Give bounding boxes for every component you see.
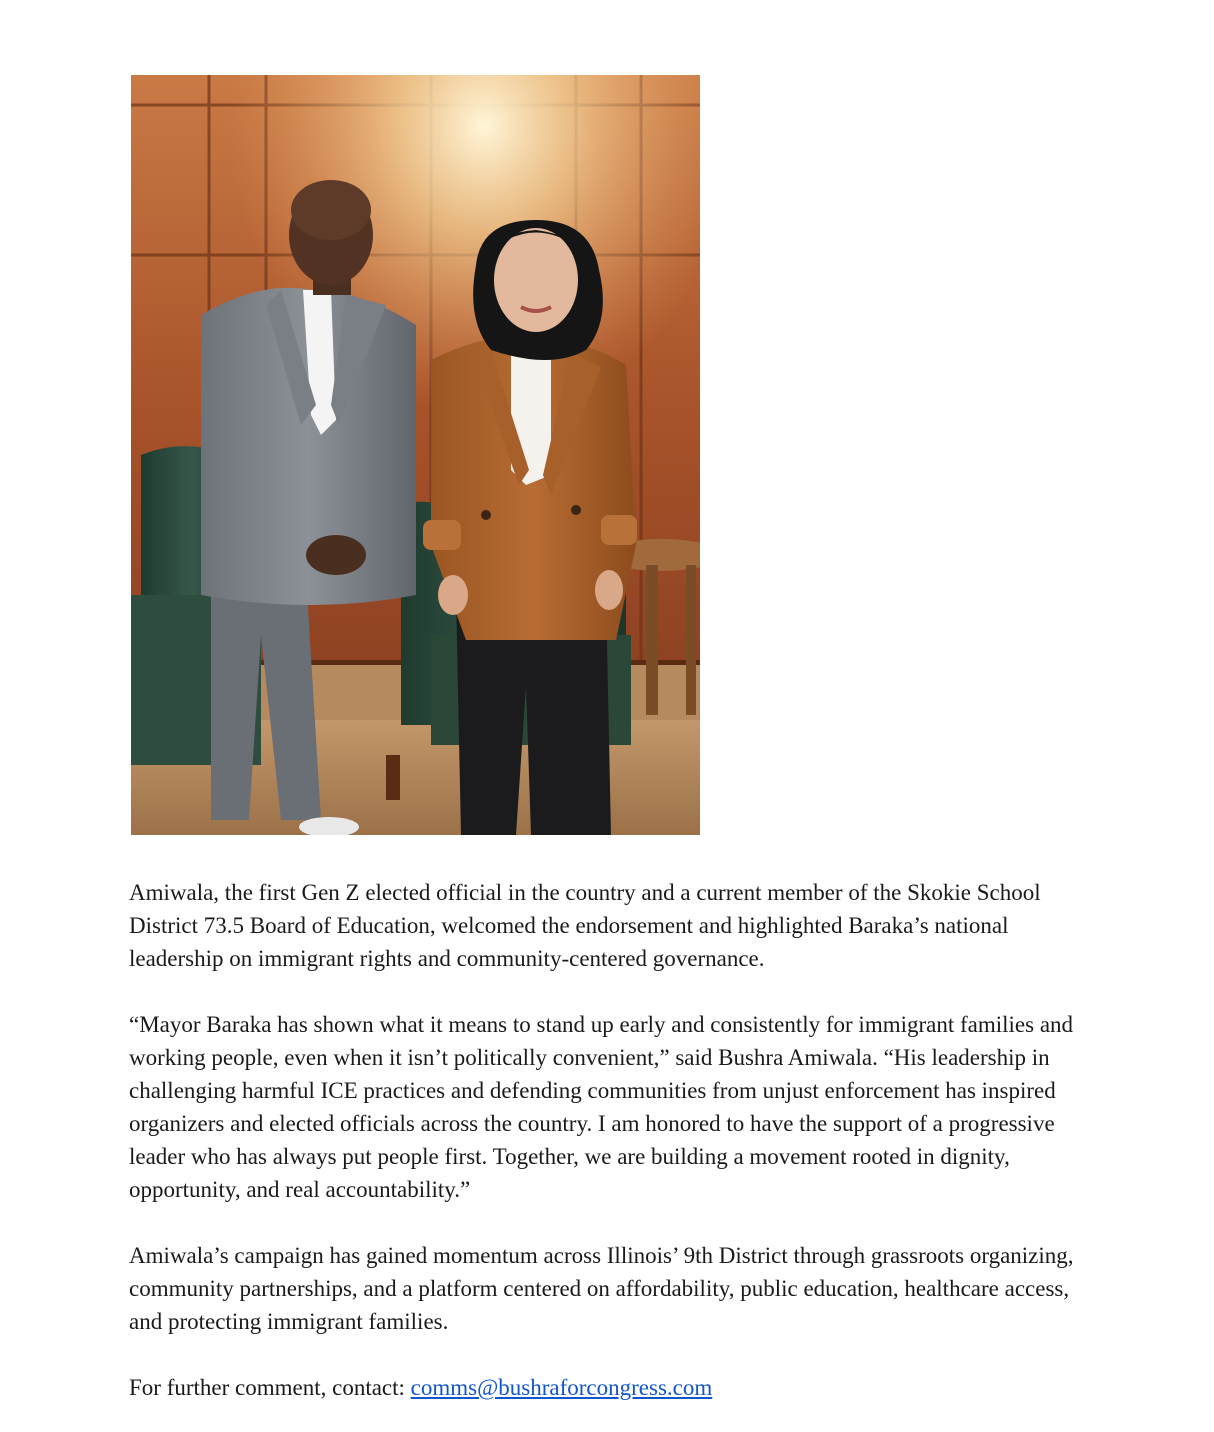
contact-prefix: For further comment, contact: (129, 1375, 411, 1400)
paragraph-endorsement: Amiwala, the first Gen Z elected official in the country and a current member of the Skokie School District 73.5 Board of Education, welcomed the endorsement and highlighted Baraka’s national leadership on immigrant rights and community-centered governance. (129, 880, 1041, 971)
article-body (129, 876, 1089, 1432)
contact-line (129, 1371, 1089, 1404)
paragraph-quote: “Mayor Baraka has shown what it means to stand up early and consistently for immigrant families and working people, even when it isn’t politically convenient,” said Bushra Amiwala. “His leadership in challenging harmful ICE practices and defending communities from unjust enforcement has inspired organizers and elected officials across the country. I am honored to have the support of a progressive leader who has always put people first. Together, we are building a movement rooted in dignity, opportunity, and real accountability.” (129, 1012, 1074, 1202)
paragraph-campaign: Amiwala’s campaign has gained momentum across Illinois’ 9th District through grassroots organizing, community partnerships, and a platform centered on affordability, public education, healthcare access, and protecting immigrant families. (129, 1243, 1074, 1334)
endorsement-photo (131, 75, 700, 835)
contact-email-link[interactable]: comms@bushraforcongress.com (410, 1375, 713, 1400)
